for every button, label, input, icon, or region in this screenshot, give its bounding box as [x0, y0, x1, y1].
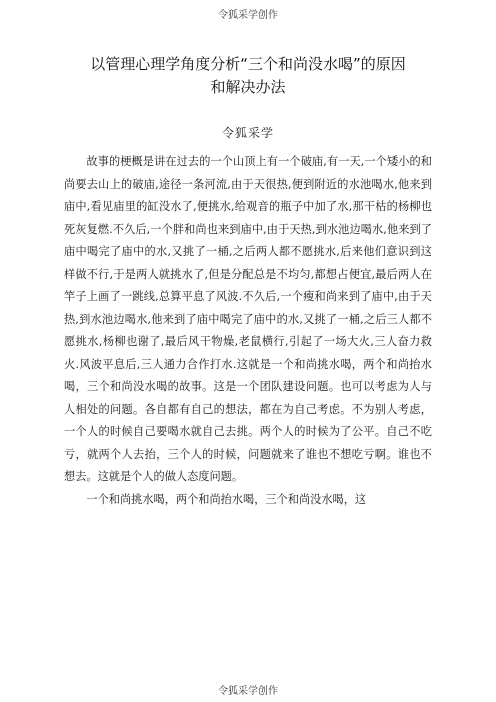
document-title: [0, 53, 496, 99]
document-body: [64, 151, 432, 511]
body-paragraph: 一个和尚挑水喝，两个和尚抬水喝，三个和尚没水喝，这: [86, 492, 367, 506]
page-header: 令狐采学创作: [218, 10, 278, 21]
body-paragraph: 故事的梗概是讲在过去的一个山顶上有一个破庙,有一天,一个矮小的和尚要去山上的破庙,途径一条河流,由于天很热,便到附近的水池喝水,他来到庙中,看见庙里的缸没水了,便挑水,给观音的瓶子中加了水,那干枯的杨柳也死灰复燃.不久后,一个胖和尚也来到庙中,由于天热,到水池边喝水,他来到了庙中喝完了庙中的水,又挑了一桶,之后两人都不愿挑水,后来他们意识到这样做不行,于是两人就挑水了,但是分配总是不均匀,都想占便宜,最后两人在竿子上画了一跳线,总算平息了风波.不久后,一个瘦和尚来到了庙中,由于天热,到水池边喝水,他来到了庙中喝完了庙中的水,又挑了一桶,之后三人都不愿挑水,杨柳也谢了,最后风干物燥,老鼠横行,引起了一场大火,三人奋力救火.风波平息后,三人通力合作打水.这就是一个和尚挑水喝，两个和尚抬水喝，三个和尚没水喝的故事。这是一个团队建设问题。也可以考虑为人与人相处的问题。各自都有自己的想法，都在为自己考虑。不为别人考虑，一个人的时候自己要喝水就自己去挑。两个人的时候为了公平。自己不吃亏，就两个人去抬，三个人的时候，问题就来了谁也不想吃亏啊。谁也不想去。这就是个人的做人态度问题。: [64, 155, 432, 483]
author-name: 令狐采学: [221, 126, 274, 140]
title-line-1: 以管理心理学角度分析“三个和尚没水喝”的原因: [90, 55, 406, 73]
title-line-2: 和解决办法: [210, 78, 286, 96]
page-footer: 令狐采学创作: [218, 686, 278, 697]
